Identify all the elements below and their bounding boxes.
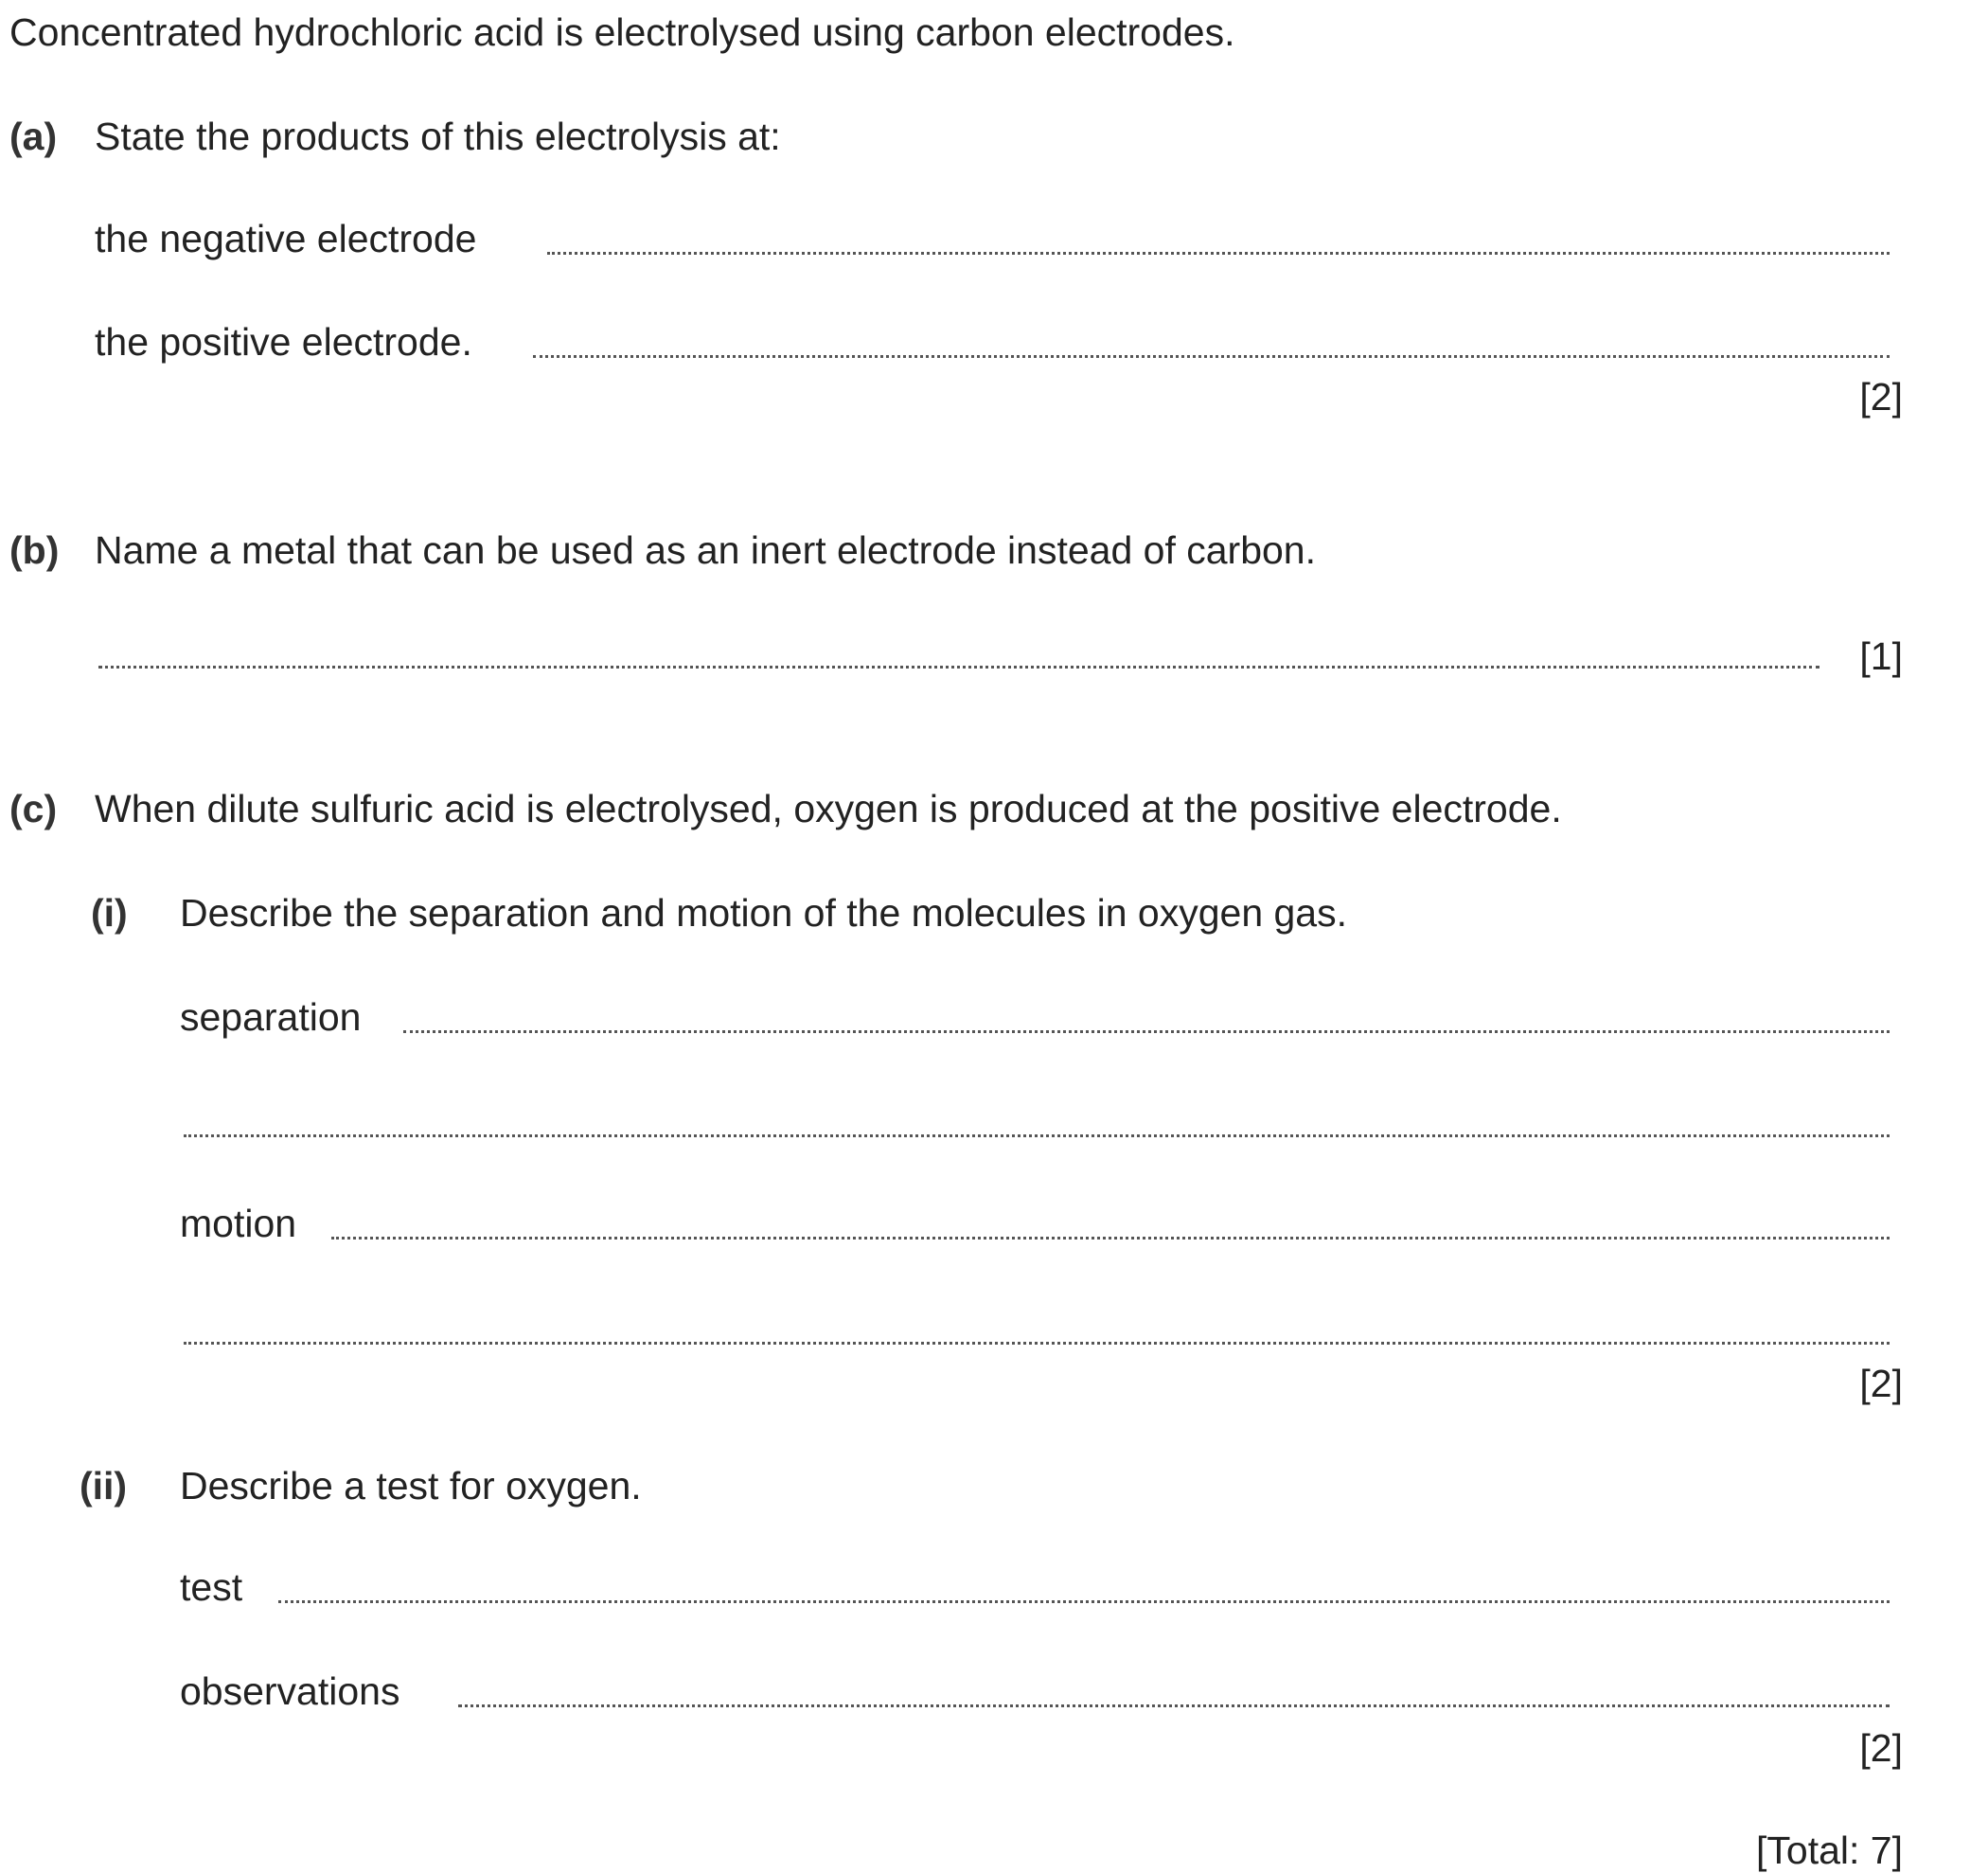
part-a-label: (a): [9, 115, 58, 158]
part-c-label: (c): [9, 787, 58, 830]
motion-prompt: motion: [180, 1202, 297, 1245]
positive-electrode-answer-line[interactable]: [533, 355, 1890, 358]
separation-answer-line-1[interactable]: [403, 1030, 1890, 1033]
total-marks: [Total: 7]: [1756, 1828, 1903, 1872]
part-c-ii-marks: [2]: [1859, 1726, 1903, 1770]
part-c-question: When dilute sulfuric acid is electrolysed, oxygen is produced at the positive electrode.: [95, 787, 1562, 830]
part-c-ii-question: Describe a test for oxygen.: [180, 1464, 642, 1507]
motion-answer-line-2[interactable]: [184, 1342, 1890, 1345]
part-b-marks: [1]: [1859, 634, 1903, 678]
part-b-label: (b): [9, 528, 60, 572]
part-b-question: Name a metal that can be used as an inert electrode instead of carbon.: [95, 528, 1316, 572]
part-c-i-question: Describe the separation and motion of the molecules in oxygen gas.: [180, 891, 1348, 935]
positive-electrode-prompt: the positive electrode.: [95, 320, 472, 364]
part-a-question: State the products of this electrolysis at:: [95, 115, 781, 158]
part-c-ii-label: (ii): [80, 1464, 128, 1507]
observations-prompt: observations: [180, 1669, 400, 1713]
separation-answer-line-2[interactable]: [184, 1134, 1890, 1137]
negative-electrode-prompt: the negative electrode: [95, 217, 477, 260]
motion-answer-line-1[interactable]: [331, 1237, 1890, 1240]
part-c-i-label: (i): [91, 891, 128, 935]
part-c-i-marks: [2]: [1859, 1362, 1903, 1405]
part-a-marks: [2]: [1859, 375, 1903, 419]
question-intro: Concentrated hydrochloric acid is electrolysed using carbon electrodes.: [9, 10, 1235, 54]
observations-answer-line[interactable]: [458, 1704, 1890, 1707]
negative-electrode-answer-line[interactable]: [547, 252, 1890, 255]
test-prompt: test: [180, 1565, 243, 1609]
separation-prompt: separation: [180, 995, 362, 1039]
inert-metal-answer-line[interactable]: [98, 666, 1819, 669]
test-answer-line[interactable]: [278, 1600, 1890, 1603]
